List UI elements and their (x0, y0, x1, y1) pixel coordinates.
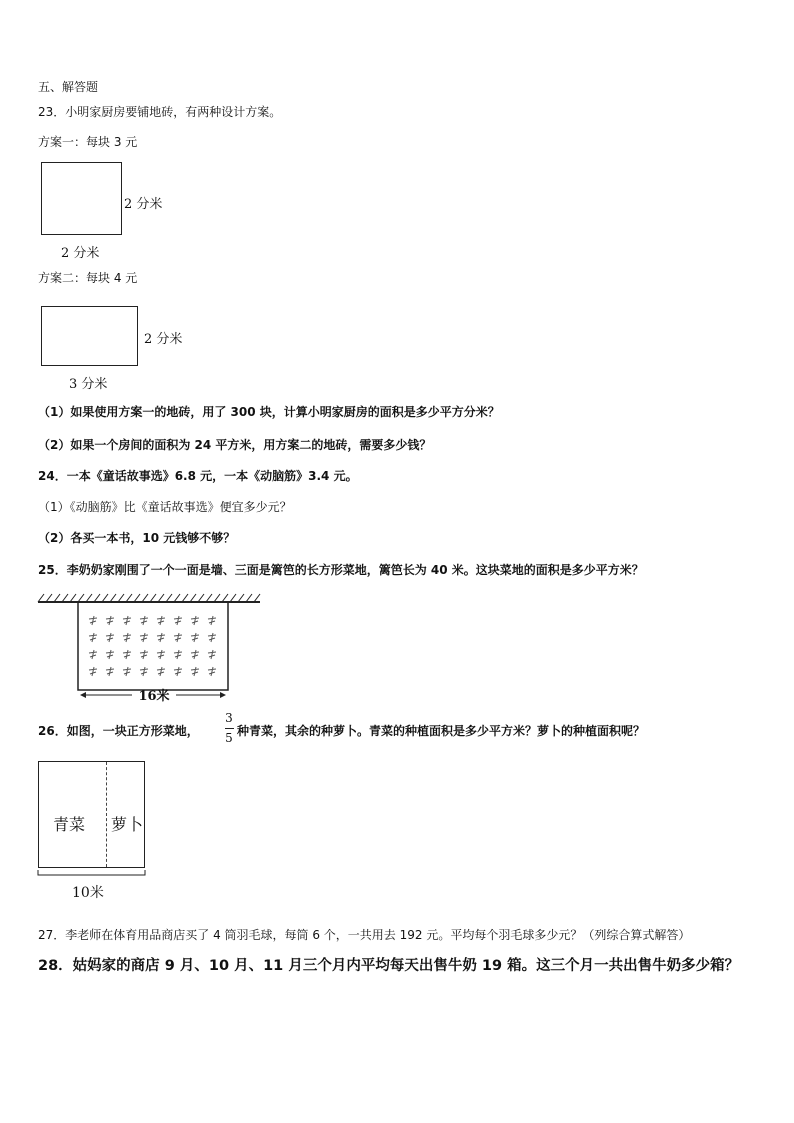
q23-stem: 23．小明家厨房要铺地砖，有两种设计方案。 (38, 105, 282, 119)
section-title: 五、解答题 (38, 80, 99, 94)
fraction-denominator: 5 (225, 731, 233, 745)
radish-label: 萝卜 (111, 815, 144, 834)
q28-stem: 28．姑妈家的商店 9 月、10 月、11 月三个月内平均每天出售牛奶 19 箱。这三个月一共出售牛奶多少箱？ (38, 958, 740, 974)
plan1-side-label: 2 分米 (124, 197, 163, 212)
plan1-bottom-label: 2 分米 (61, 246, 100, 261)
cabbage-label: 青菜 (53, 815, 86, 834)
plant-icon (174, 650, 182, 659)
divider-dashed-line (106, 762, 107, 867)
plant-icon (123, 650, 131, 659)
plant-icon (208, 616, 216, 625)
plant-icon (140, 633, 148, 642)
plant-icon (191, 650, 199, 659)
plan2-bottom-label: 3 分米 (69, 377, 108, 392)
plan2-tile-rect (41, 306, 138, 366)
q23-sub1: （1）如果使用方案一的地砖，用了 300 块，计算小明家厨房的面积是多少平方分米？ (38, 405, 500, 419)
square-width-label: 10米 (72, 885, 104, 901)
q25-stem: 25．李奶奶家刚围了一个一面是墙、三面是篱笆的长方形菜地，篱笆长为 40 米。这块菜地的面积是多少平方米？ (38, 563, 644, 577)
plant-icon (106, 633, 114, 642)
plant-icon (89, 616, 97, 625)
fence-outline (78, 602, 228, 690)
plant-icon (174, 616, 182, 625)
vegetable-plot-figure (36, 592, 262, 710)
plant-icon (123, 667, 131, 676)
q23-plan2-label: 方案二：每块 4 元 (38, 271, 138, 285)
q26-stem-before: 26．如图，一块正方形菜地， (38, 724, 199, 738)
plant-icon (140, 616, 148, 625)
q23-plan1-label: 方案一：每块 3 元 (38, 135, 138, 149)
q24-sub1: （1）《动脑筋》比《童话故事选》便宜多少元？ (38, 500, 292, 514)
plan2-side-label: 2 分米 (144, 332, 183, 347)
plant-icon (157, 667, 165, 676)
arrow-right-icon (220, 692, 226, 698)
plant-icon (191, 667, 199, 676)
plant-icon (106, 650, 114, 659)
plot-width-label: 16米 (138, 689, 170, 704)
plant-icon (157, 633, 165, 642)
wall-hatching (38, 594, 260, 602)
q24-stem: 24．一本《童话故事选》6.8 元，一本《动脑筋》3.4 元。 (38, 469, 358, 483)
arrow-left-icon (80, 692, 86, 698)
plant-icon (123, 616, 131, 625)
plant-icon (140, 667, 148, 676)
plant-icon (140, 650, 148, 659)
square-width-bracket (38, 870, 146, 880)
plant-icon (157, 616, 165, 625)
fraction-bar (225, 728, 234, 729)
plant-icon (174, 633, 182, 642)
plant-icon (123, 633, 131, 642)
plant-icon (191, 616, 199, 625)
q26-stem-after: 种青菜，其余的种萝卜。青菜的种植面积是多少平方米？萝卜的种植面积呢？ (237, 724, 646, 738)
plant-grid (89, 616, 216, 676)
q27-stem: 27．李老师在体育用品商店买了 4 筒羽毛球，每筒 6 个，一共用去 192 元。平均每个羽毛球多少元？（列综合算式解答） (38, 928, 691, 942)
plant-icon (89, 667, 97, 676)
plant-icon (208, 667, 216, 676)
fraction-numerator: 3 (225, 711, 233, 725)
plant-icon (89, 633, 97, 642)
plant-icon (89, 650, 97, 659)
q23-sub2: （2）如果一个房间的面积为 24 平方米，用方案二的地砖，需要多少钱？ (38, 438, 432, 452)
plant-icon (106, 616, 114, 625)
plan1-tile-square (41, 162, 122, 235)
plant-icon (208, 633, 216, 642)
plant-icon (106, 667, 114, 676)
plant-icon (191, 633, 199, 642)
plant-icon (208, 650, 216, 659)
plant-icon (157, 650, 165, 659)
plant-icon (174, 667, 182, 676)
q24-sub2: （2）各买一本书，10 元钱够不够？ (38, 531, 236, 545)
